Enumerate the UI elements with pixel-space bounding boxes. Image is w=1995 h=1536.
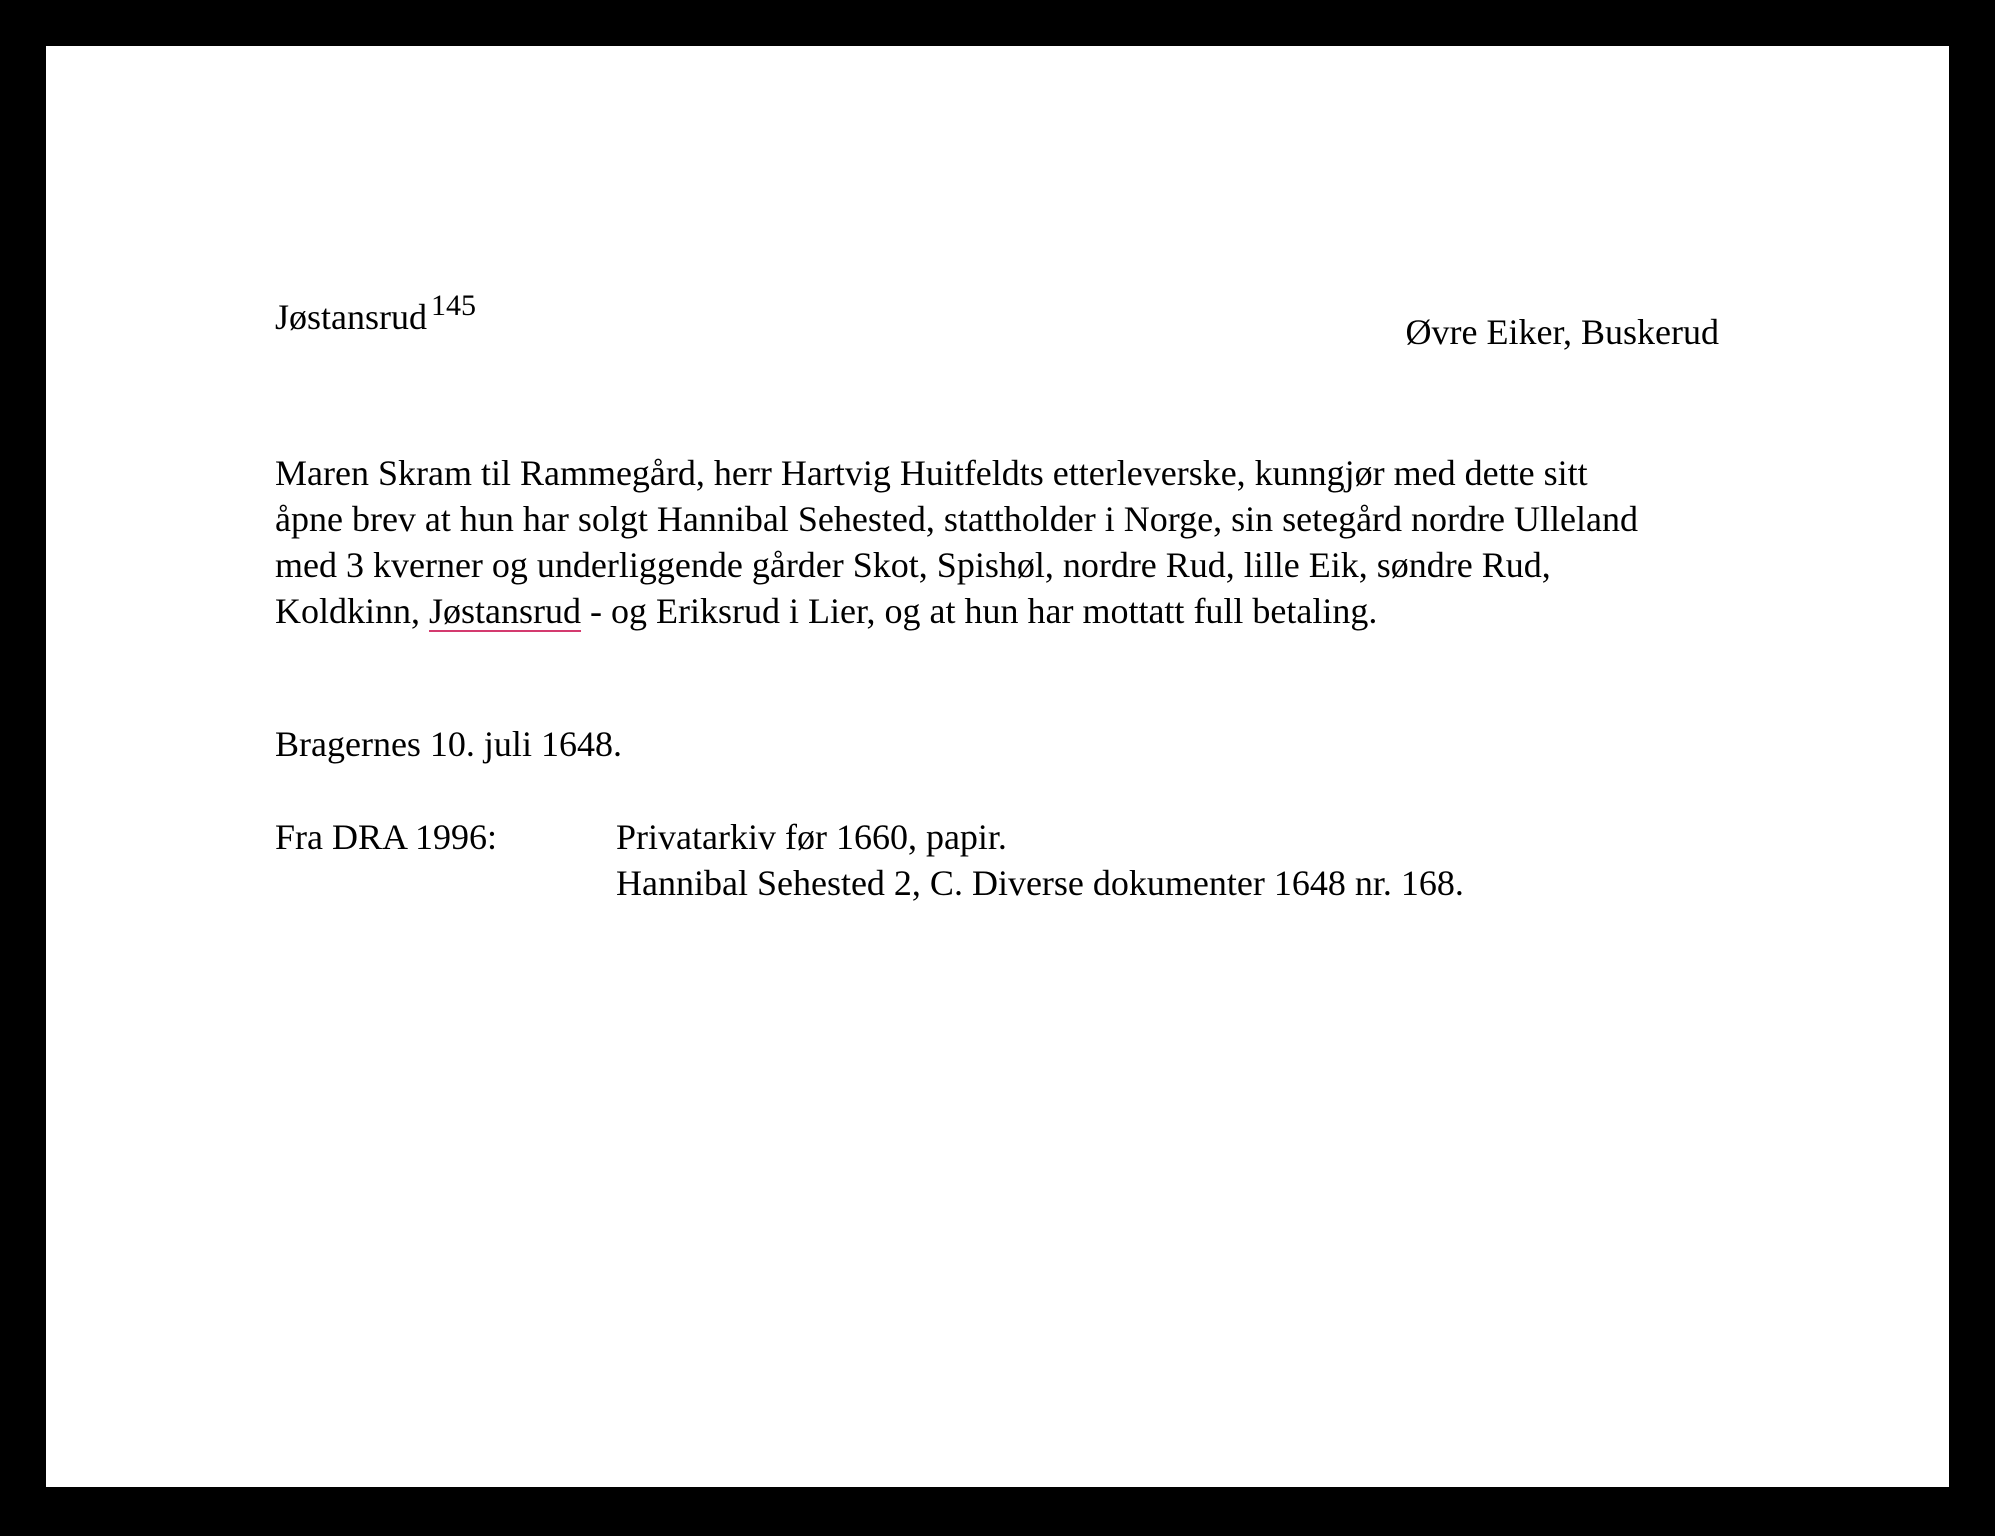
- date-line: Bragernes 10. juli 1648.: [275, 724, 622, 764]
- source-reference: [616, 814, 1464, 906]
- district-heading: Øvre Eiker, Buskerud: [1405, 312, 1719, 352]
- footnote-number: 145: [431, 289, 476, 322]
- source-label: Fra DRA 1996:: [275, 817, 498, 857]
- summary-line: Maren Skram til Rammegård, herr Hartvig Huitfeldts etterleverske, kunngjør med dette sitt: [275, 453, 1588, 493]
- summary-line-start: Koldkinn,: [275, 591, 430, 631]
- document-card: [46, 46, 1949, 1487]
- place-heading: [275, 289, 476, 343]
- summary-line: åpne brev at hun har solgt Hannibal Sehested, stattholder i Norge, sin setegård nordre Ulleland: [275, 499, 1638, 539]
- summary-line-end: - og Eriksrud i Lier, og at hun har mottatt full betaling.: [581, 591, 1378, 631]
- summary-paragraph: [275, 450, 1755, 634]
- summary-line: med 3 kverner og underliggende gårder Skot, Spishøl, nordre Rud, lille Eik, søndre Rud,: [275, 545, 1551, 585]
- summary-line: [275, 588, 1755, 634]
- source-line: Privatarkiv før 1660, papir.: [616, 817, 1007, 857]
- underlined-place-name: Jøstansrud: [429, 591, 582, 631]
- source-line: Hannibal Sehested 2, C. Diverse dokumenter 1648 nr. 168.: [616, 863, 1464, 903]
- place-name: Jøstansrud: [275, 297, 427, 337]
